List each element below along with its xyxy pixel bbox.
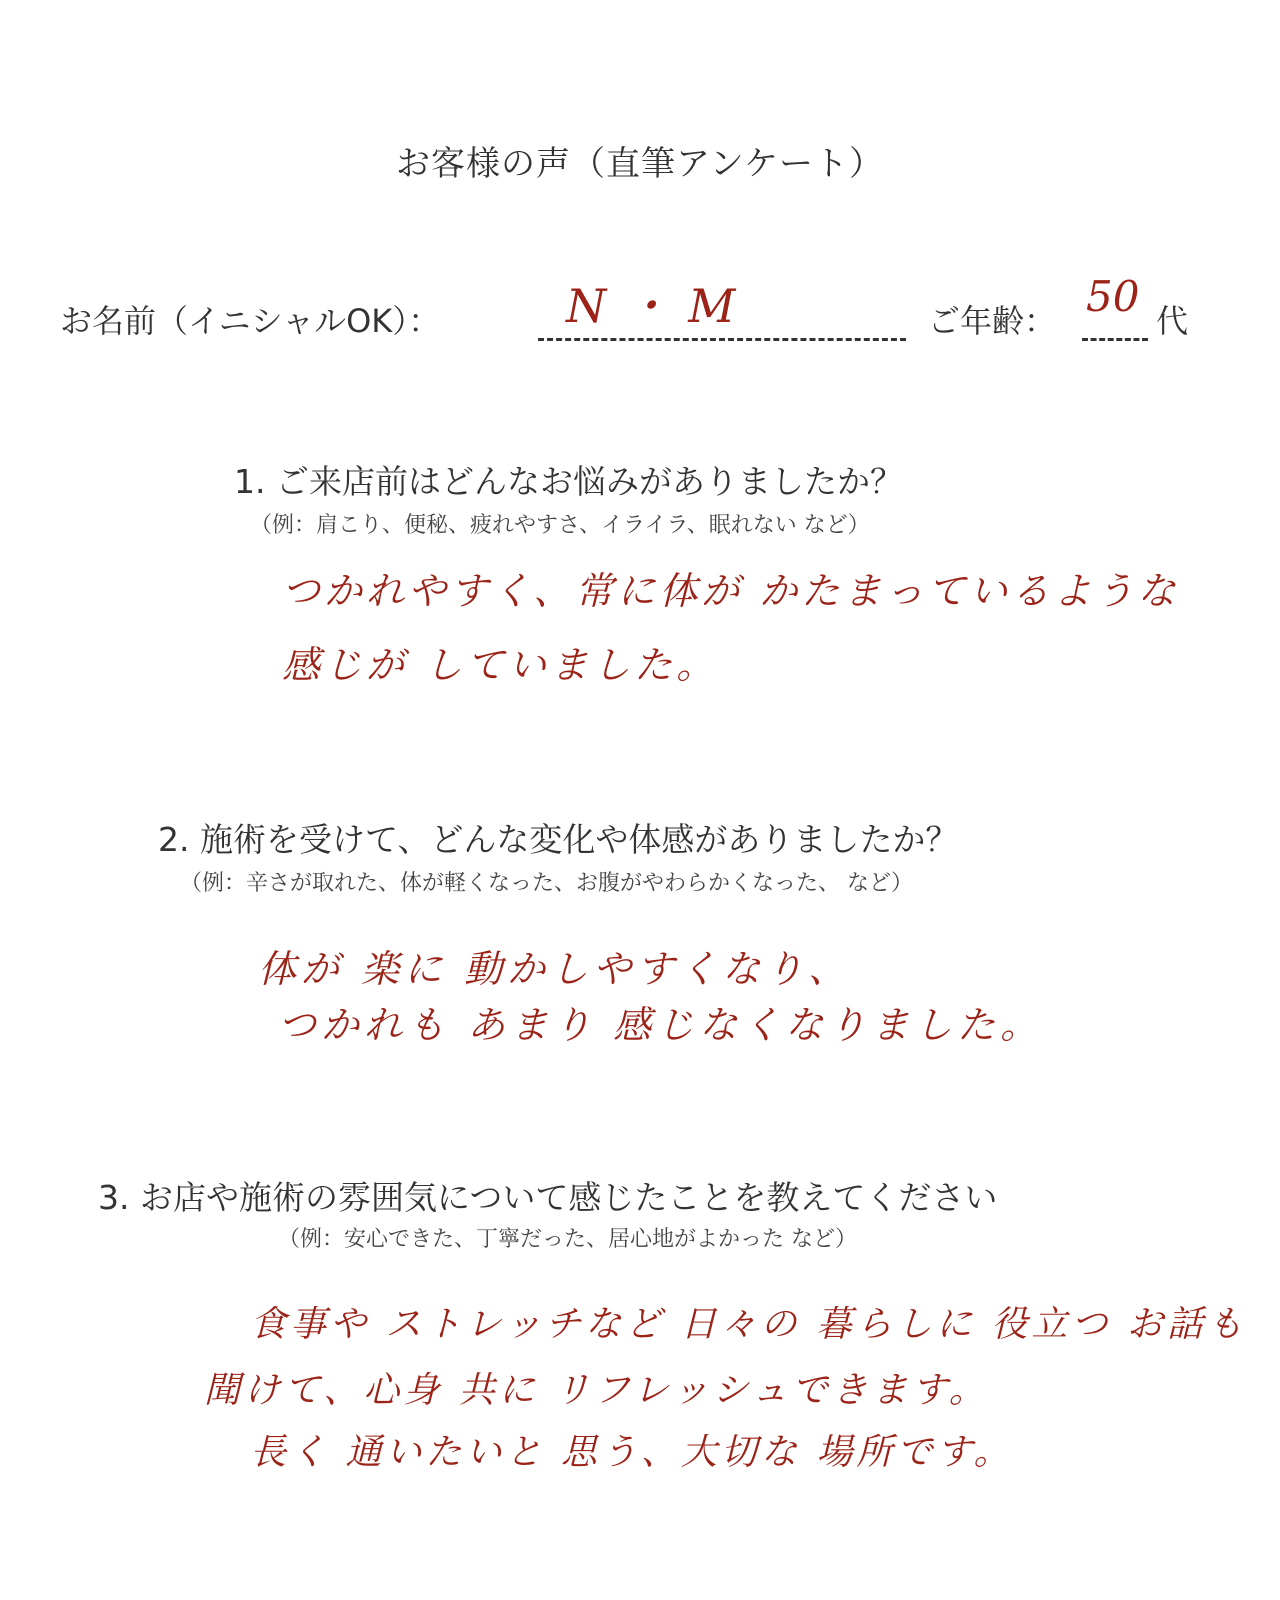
answer-2-line-1: 体が 楽に 動かしやすくなり、 <box>258 947 852 991</box>
question-3-example: （例：安心できた、丁寧だった、居心地がよかった など） <box>278 1227 857 1252</box>
answer-2-line-2: つかれも あまり 感じなくなりました。 <box>278 1003 1044 1047</box>
age-handwritten-value: 50 <box>1086 272 1140 321</box>
answer-3-line-1: 食事や ストレッチなど 日々の 暮らしに 役立つ お話も <box>250 1304 1247 1345</box>
question-2: 2. 施術を受けて、どんな変化や体感がありましたか？ <box>158 820 959 859</box>
name-label: お名前（イニシャルOK）： <box>60 302 441 340</box>
age-blank-line <box>1082 338 1148 341</box>
question-3: 3. お店や施術の雰囲気について感じたことを教えてください <box>98 1178 998 1217</box>
name-blank-line <box>538 338 906 341</box>
survey-title: お客様の声（直筆アンケート） <box>396 144 884 184</box>
question-2-example: （例：辛さが取れた、体が軽くなった、お腹がやわらかくなった、 など） <box>180 871 913 896</box>
answer-1-line-1: つかれやすく、常に体が かたまっているような <box>282 569 1180 613</box>
answer-3-line-3: 長く 通いたいと 思う、大切な 場所です。 <box>250 1432 1014 1473</box>
question-1: 1. ご来店前はどんなお悩みがありましたか？ <box>234 462 903 501</box>
age-unit: 代 <box>1156 302 1189 340</box>
name-handwritten-value: N・M <box>566 279 754 333</box>
question-1-example: （例：肩こり、便秘、疲れやすさ、イライラ、眠れない など） <box>250 513 870 538</box>
answer-1-line-2: 感じが していました。 <box>282 643 719 687</box>
age-label: ご年齢： <box>928 302 1057 340</box>
answer-3-line-2: 聞けて、心身 共に リフレッシュできます。 <box>204 1370 989 1411</box>
